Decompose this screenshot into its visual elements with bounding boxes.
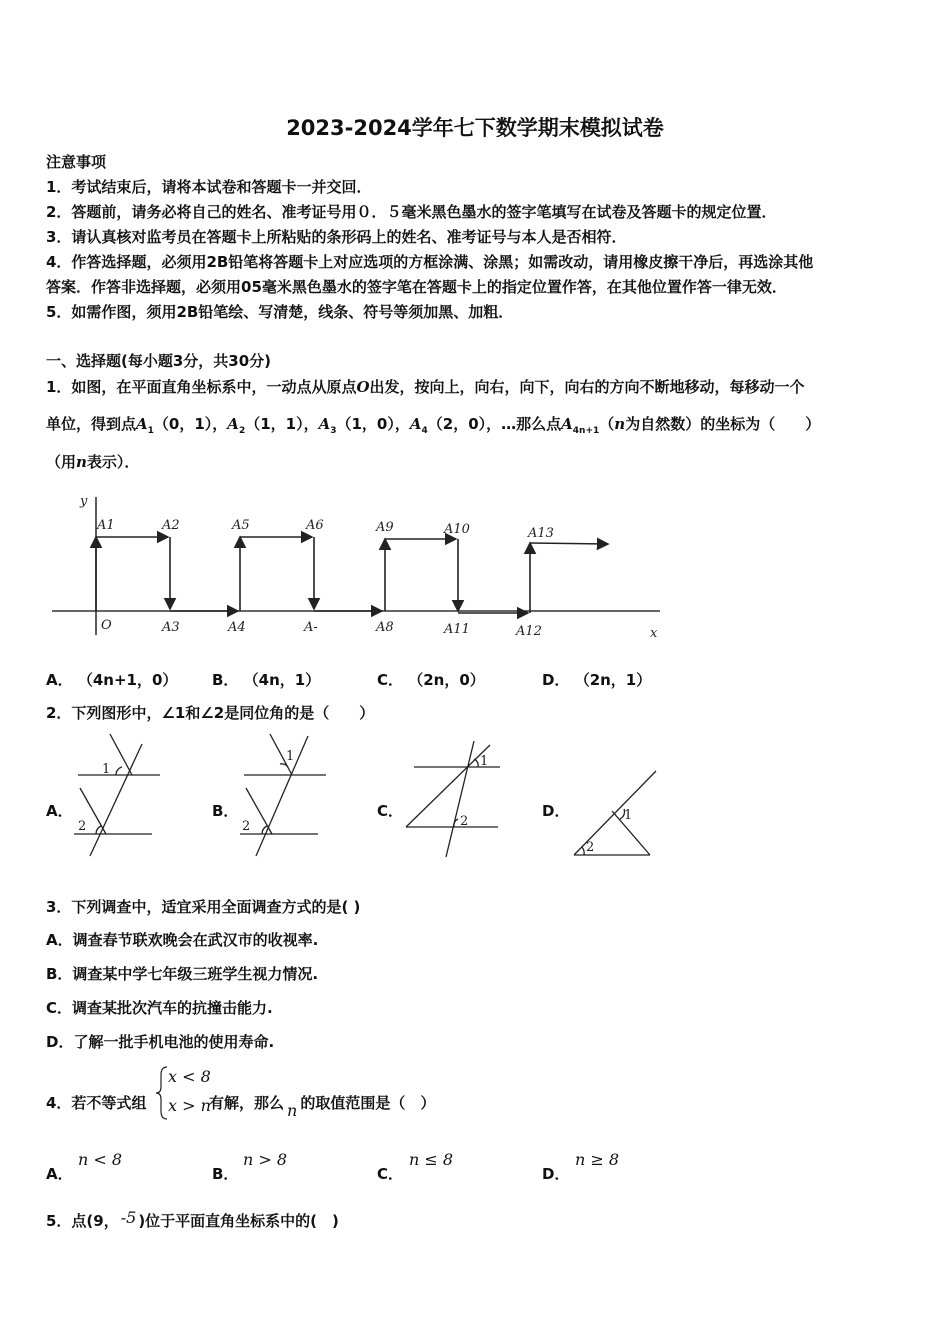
- point-label: A8: [376, 620, 394, 635]
- angle-1-label: 1: [480, 754, 489, 769]
- q4-text: 有解，那么: [209, 1094, 285, 1112]
- point-A: A: [318, 415, 331, 433]
- q1-line1: [46, 376, 805, 398]
- q4-option-d-letter: D．: [542, 1165, 570, 1183]
- q5-stem: [46, 1210, 339, 1232]
- q3-option-c: C．调查某批次汽车的抗撞击能力.: [46, 999, 273, 1017]
- q4-option-a-expr: n < 8: [78, 1150, 123, 1169]
- q2-figure-c: [400, 735, 510, 860]
- q4-stem-a: 4．若不等式组: [46, 1094, 147, 1112]
- y-axis-label: y: [80, 494, 88, 509]
- q1-option-a: [46, 669, 177, 690]
- q2-option-c: C．: [377, 802, 404, 820]
- q1-text: 表示）．: [86, 453, 140, 471]
- point-A: A: [136, 415, 148, 433]
- q1-text: （: [599, 415, 615, 433]
- option-letter: B．: [212, 671, 239, 689]
- coord: （1，1），: [245, 415, 319, 433]
- q2-option-d: D．: [542, 802, 570, 820]
- point-A: A: [227, 415, 239, 433]
- q4-option-c-expr: n ≤ 8: [409, 1150, 454, 1169]
- angle-2-label: 2: [78, 819, 87, 834]
- subscript: 4: [421, 426, 428, 436]
- q3-option-d: D．了解一批手机电池的使用寿命.: [46, 1033, 275, 1051]
- option-letter: A．: [46, 671, 73, 689]
- point-label: A3: [162, 620, 180, 635]
- q1-option-c: [377, 669, 485, 690]
- q2-option-b: B．: [212, 802, 239, 820]
- angle-2-label: 2: [586, 840, 595, 855]
- notice-heading: 注意事项: [46, 153, 107, 171]
- point-label: A6: [306, 518, 324, 533]
- section-heading: 一、选择题(每小题3分，共30分): [46, 352, 272, 370]
- coord: （2，0），…那么点: [427, 415, 562, 433]
- notice-item: 5．如需作图，须用2B铅笔绘、写清楚，线条、符号等须加黑、加粗．: [46, 303, 514, 321]
- q1-text: （用: [46, 453, 77, 471]
- q1-text: 为自然数）的坐标为（ ）: [625, 415, 821, 433]
- q4-inequality-1: x < 8: [168, 1067, 211, 1086]
- subscript: 3: [330, 426, 337, 436]
- notice-item: 2．答题前，请务必将自己的姓名、准考证号用０．５毫米黑色墨水的签字笔填写在试卷及答题卡的规定位置．: [46, 203, 777, 221]
- point-label: A9: [376, 520, 394, 535]
- option-letter: C．: [377, 671, 404, 689]
- q1-option-d: [542, 669, 651, 690]
- path-segments: [96, 537, 608, 613]
- q2-option-a: A．: [46, 802, 73, 820]
- q2-figure-b: [236, 730, 331, 860]
- option-text: （2n，1）: [574, 671, 652, 689]
- notice-item: 1．考试结束后，请将本试卷和答题卡一并交回．: [46, 178, 372, 196]
- var-n: n: [287, 1101, 298, 1120]
- q4-text: 的取值范围是（ ）: [300, 1094, 436, 1112]
- origin-label: O: [101, 618, 112, 633]
- point-label: A13: [528, 526, 554, 541]
- option-text: （4n，1）: [243, 671, 321, 689]
- q1-option-b: [212, 669, 320, 690]
- point-label: A1: [97, 518, 115, 533]
- point-label: A10: [444, 522, 470, 537]
- subscript: 1: [147, 426, 154, 436]
- brace-icon: [155, 1065, 169, 1121]
- q1-text: 单位，得到点: [46, 415, 137, 433]
- notice-item: 3．请认真核对监考员在答题卡上所粘贴的条形码上的姓名、准考证号与本人是否相符．: [46, 228, 627, 246]
- page-title: 2023-2024学年七下数学期末模拟试卷: [286, 116, 664, 140]
- var-n: n: [614, 415, 626, 433]
- point-label: A11: [444, 622, 470, 637]
- subscript: 4n+1: [572, 426, 600, 436]
- point-label: A2: [162, 518, 180, 533]
- option-letter: D．: [542, 671, 570, 689]
- angle-1-label: 1: [624, 808, 633, 823]
- point-label: A5: [232, 518, 250, 533]
- x-axis-label: x: [650, 626, 658, 641]
- coord: （1，0），: [336, 415, 410, 433]
- var-n: n: [76, 453, 87, 471]
- q2-stem: 2．下列图形中，∠1和∠2是同位角的是（ ）: [46, 704, 375, 722]
- angle-2-label: 2: [460, 814, 469, 829]
- point-A: A: [409, 415, 422, 433]
- q1-line2: [46, 413, 820, 442]
- q4-inequality-2: x > n: [168, 1096, 211, 1115]
- angle-1-label: 1: [286, 749, 295, 764]
- q5-value: -5: [120, 1208, 137, 1227]
- point-label: A-: [304, 620, 318, 635]
- q4-option-d-expr: n ≥ 8: [575, 1150, 620, 1169]
- point-label: A12: [516, 624, 542, 639]
- q1-line3: [46, 451, 139, 473]
- q3-option-a: A．调查春节联欢晚会在武汉市的收视率.: [46, 931, 319, 949]
- q4-stem-b: [209, 1092, 436, 1120]
- q4-option-b-letter: B．: [212, 1165, 239, 1183]
- point-A: A: [561, 415, 573, 433]
- q3-stem: 3．下列调查中，适宜采用全面调查方式的是( ): [46, 898, 361, 916]
- option-text: （4n+1，0）: [77, 671, 178, 689]
- q4-option-c-letter: C．: [377, 1165, 404, 1183]
- q4-option-b-expr: n > 8: [243, 1150, 288, 1169]
- q1-text: 1．如图，在平面直角坐标系中，一动点从原点: [46, 378, 357, 396]
- q2-figure-a: [70, 730, 165, 860]
- coord: （0，1），: [153, 415, 228, 433]
- q5-text: 5．点(9，: [46, 1212, 119, 1230]
- q1-origin-var: O: [356, 378, 370, 396]
- q2-figure-d: [568, 765, 663, 865]
- point-label: A4: [228, 620, 246, 635]
- notice-item: 4．作答选择题，必须用2B铅笔将答题卡上对应选项的方框涂满、涂黑；如需改动，请用橡皮擦干净后，再选涂其他: [46, 253, 814, 271]
- subscript: 2: [238, 426, 246, 436]
- q4-option-a-letter: A．: [46, 1165, 73, 1183]
- angle-2-label: 2: [242, 819, 251, 834]
- notice-item: 答案．作答非选择题，必须用05毫米黑色墨水的签字笔在答题卡上的指定位置作答，在其他位置作答一律无效．: [46, 278, 787, 296]
- option-text: （2n，0）: [408, 671, 485, 689]
- q3-option-b: B．调查某中学七年级三班学生视力情况.: [46, 965, 319, 983]
- q5-text: )位于平面直角坐标系中的( ): [138, 1212, 339, 1230]
- angle-1-label: 1: [102, 762, 111, 777]
- q1-coordinate-figure: [40, 485, 680, 655]
- q1-text: 出发，按向上，向右，向下，向右的方向不断地移动，每移动一个: [369, 378, 805, 396]
